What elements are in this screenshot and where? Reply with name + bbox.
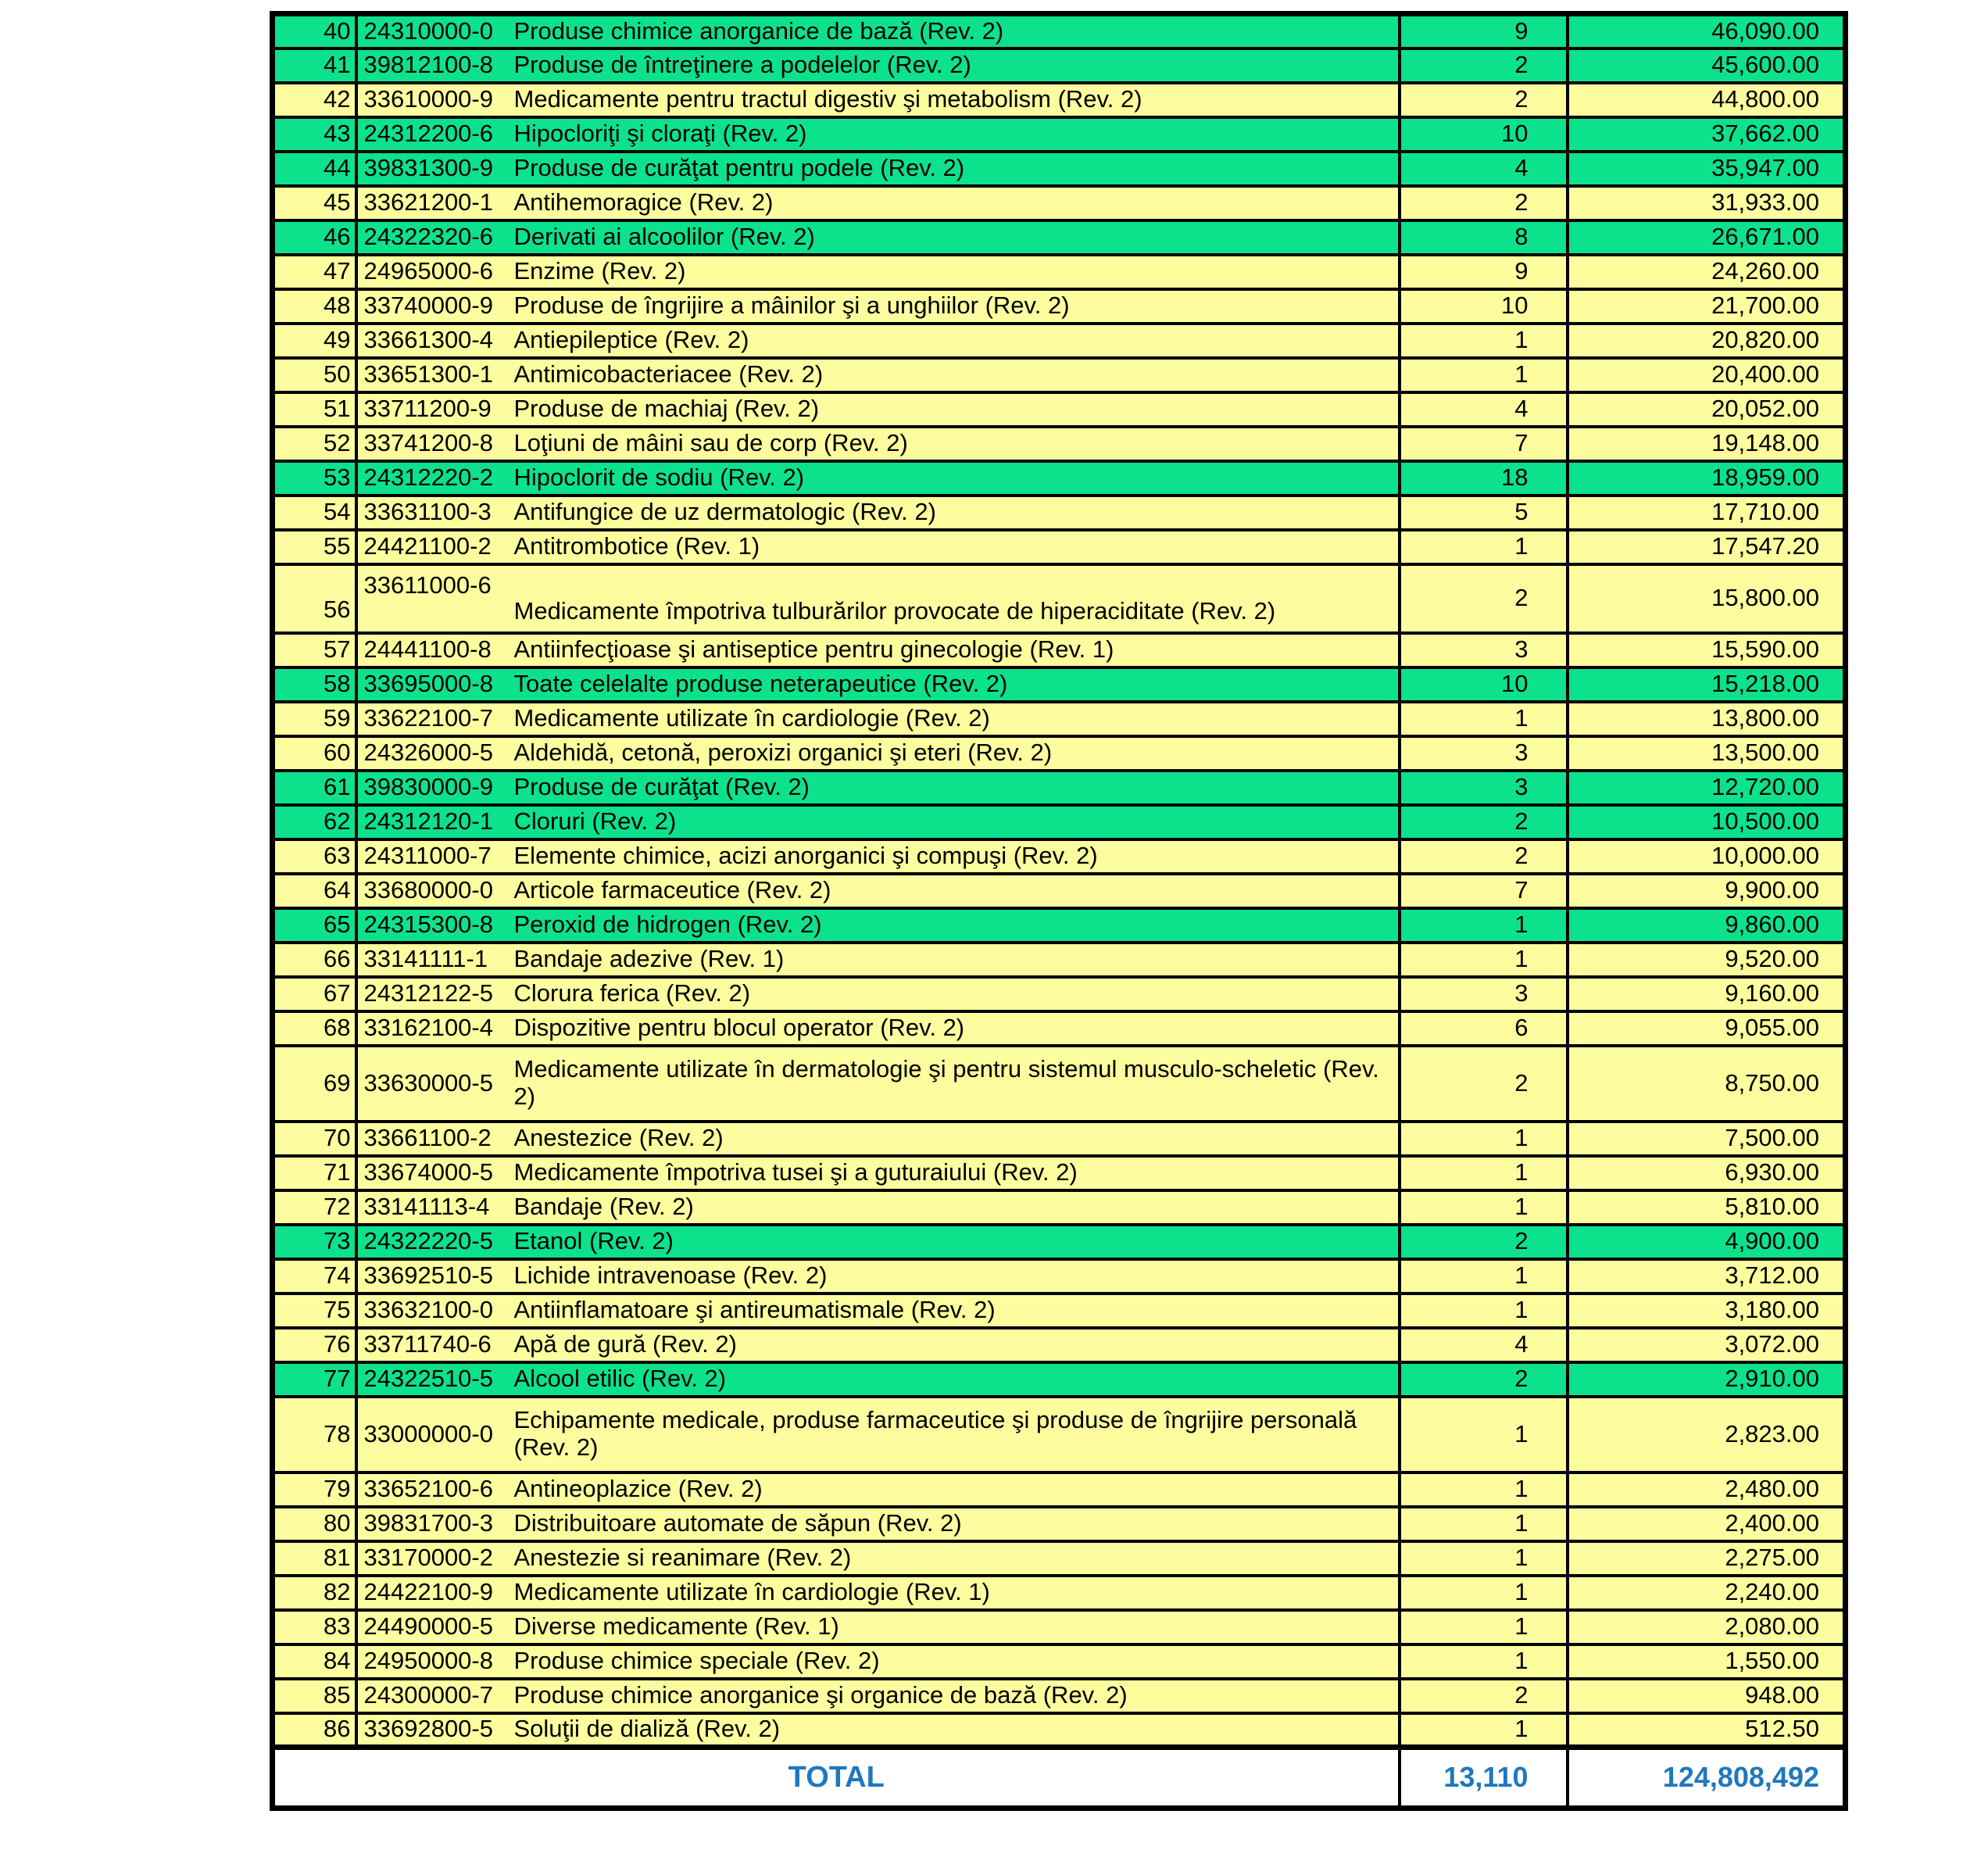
count-cell: 2 <box>1400 1362 1568 1397</box>
cpv-code-cell: 24422100-9 <box>356 1576 513 1610</box>
count-cell: 2 <box>1400 564 1568 633</box>
row-number-cell: 53 <box>273 461 356 496</box>
description-cell: Toate celelalte produse neterapeutice (Rev. 2) <box>513 667 1400 702</box>
cpv-code-cell: 24310000-0 <box>356 14 513 48</box>
count-cell: 9 <box>1400 14 1568 48</box>
row-number-cell: 61 <box>273 771 356 805</box>
count-cell: 1 <box>1400 908 1568 943</box>
table-row <box>273 1610 1846 1644</box>
cpv-code-cell: 33711200-9 <box>356 392 513 427</box>
row-number-cell: 74 <box>273 1259 356 1294</box>
cpv-code-cell: 24421100-2 <box>356 530 513 564</box>
value-cell: 6,930.00 <box>1568 1156 1846 1190</box>
row-number-cell: 85 <box>273 1679 356 1713</box>
value-cell: 12,720.00 <box>1568 771 1846 805</box>
description-cell: Apă de gură (Rev. 2) <box>513 1328 1400 1362</box>
row-number-cell: 84 <box>273 1644 356 1679</box>
count-cell: 10 <box>1400 117 1568 152</box>
row-number-cell: 69 <box>273 1046 356 1122</box>
table-row <box>273 564 1846 633</box>
table-row <box>273 667 1846 702</box>
description-cell: Produse de machiaj (Rev. 2) <box>513 392 1400 427</box>
row-number-cell: 70 <box>273 1122 356 1156</box>
count-cell: 1 <box>1400 1610 1568 1644</box>
table-row <box>273 152 1846 186</box>
table-row <box>273 633 1846 667</box>
value-cell: 2,275.00 <box>1568 1541 1846 1576</box>
value-cell: 17,710.00 <box>1568 496 1846 530</box>
count-cell: 9 <box>1400 255 1568 289</box>
value-cell: 17,547.20 <box>1568 530 1846 564</box>
count-cell: 3 <box>1400 736 1568 771</box>
table-row <box>273 83 1846 117</box>
table-row <box>273 220 1846 255</box>
count-cell: 1 <box>1400 1190 1568 1225</box>
count-cell: 1 <box>1400 358 1568 392</box>
cpv-code-cell: 33661100-2 <box>356 1122 513 1156</box>
cpv-code-cell: 33141113-4 <box>356 1190 513 1225</box>
value-cell: 26,671.00 <box>1568 220 1846 255</box>
description-cell: Soluţii de dializă (Rev. 2) <box>513 1713 1400 1748</box>
row-number-cell: 80 <box>273 1507 356 1541</box>
description-cell: Enzime (Rev. 2) <box>513 255 1400 289</box>
row-number-cell: 83 <box>273 1610 356 1644</box>
value-cell: 2,823.00 <box>1568 1397 1846 1472</box>
row-number-cell: 46 <box>273 220 356 255</box>
row-number-cell: 41 <box>273 48 356 83</box>
table-body <box>273 14 1846 1809</box>
table-row <box>273 1472 1846 1507</box>
value-cell: 9,900.00 <box>1568 874 1846 908</box>
cpv-code-cell: 33630000-5 <box>356 1046 513 1122</box>
description-cell: Produse chimice speciale (Rev. 2) <box>513 1644 1400 1679</box>
cpv-code-cell: 33651300-1 <box>356 358 513 392</box>
value-cell: 4,900.00 <box>1568 1225 1846 1259</box>
cpv-code-cell: 39831700-3 <box>356 1507 513 1541</box>
cpv-code-cell: 24315300-8 <box>356 908 513 943</box>
count-cell: 1 <box>1400 1397 1568 1472</box>
table-row <box>273 461 1846 496</box>
value-cell: 2,910.00 <box>1568 1362 1846 1397</box>
row-number-cell: 54 <box>273 496 356 530</box>
cpv-code-cell: 33162100-4 <box>356 1011 513 1046</box>
count-cell: 1 <box>1400 530 1568 564</box>
cpv-code-cell: 24322320-6 <box>356 220 513 255</box>
row-number-cell: 45 <box>273 186 356 220</box>
value-cell: 2,080.00 <box>1568 1610 1846 1644</box>
cpv-code-cell: 24312120-1 <box>356 805 513 839</box>
table-row <box>273 1190 1846 1225</box>
description-cell: Anestezie si reanimare (Rev. 2) <box>513 1541 1400 1576</box>
description-cell: Medicamente împotriva tusei şi a guturaiului (Rev. 2) <box>513 1156 1400 1190</box>
table-row <box>273 874 1846 908</box>
value-cell: 9,520.00 <box>1568 943 1846 977</box>
count-cell: 10 <box>1400 667 1568 702</box>
value-cell: 13,800.00 <box>1568 702 1846 736</box>
count-cell: 1 <box>1400 324 1568 358</box>
cpv-code-cell: 33692510-5 <box>356 1259 513 1294</box>
cpv-code-cell: 33741200-8 <box>356 427 513 461</box>
description-cell: Distribuitoare automate de săpun (Rev. 2) <box>513 1507 1400 1541</box>
cpv-code-cell: 33695000-8 <box>356 667 513 702</box>
row-number-cell: 62 <box>273 805 356 839</box>
description-cell: Dispozitive pentru blocul operator (Rev. 2) <box>513 1011 1400 1046</box>
value-cell: 10,500.00 <box>1568 805 1846 839</box>
cpv-code-cell: 24311000-7 <box>356 839 513 874</box>
value-cell: 31,933.00 <box>1568 186 1846 220</box>
count-cell: 1 <box>1400 1644 1568 1679</box>
value-cell: 44,800.00 <box>1568 83 1846 117</box>
count-cell: 1 <box>1400 1713 1568 1748</box>
row-number-cell: 73 <box>273 1225 356 1259</box>
value-cell: 512.50 <box>1568 1713 1846 1748</box>
description-cell: Antimicobacteriacee (Rev. 2) <box>513 358 1400 392</box>
row-number-cell: 66 <box>273 943 356 977</box>
value-cell: 3,180.00 <box>1568 1294 1846 1328</box>
cpv-code-cell: 33610000-9 <box>356 83 513 117</box>
count-cell: 6 <box>1400 1011 1568 1046</box>
count-cell: 1 <box>1400 1541 1568 1576</box>
value-cell: 13,500.00 <box>1568 736 1846 771</box>
description-cell: Medicamente utilizate în dermatologie şi pentru sistemul musculo-scheletic (Rev. 2) <box>513 1046 1400 1122</box>
description-cell: Articole farmaceutice (Rev. 2) <box>513 874 1400 908</box>
description-cell: Peroxid de hidrogen (Rev. 2) <box>513 908 1400 943</box>
table-row <box>273 702 1846 736</box>
value-cell: 15,218.00 <box>1568 667 1846 702</box>
description-cell: Produse de îngrijire a mâinilor şi a unghiilor (Rev. 2) <box>513 289 1400 324</box>
row-number-cell: 52 <box>273 427 356 461</box>
cpv-code-cell: 33661300-4 <box>356 324 513 358</box>
table-row <box>273 1576 1846 1610</box>
value-cell: 5,810.00 <box>1568 1190 1846 1225</box>
cpv-code-cell: 24322220-5 <box>356 1225 513 1259</box>
description-cell: Hipocloriţi şi cloraţi (Rev. 2) <box>513 117 1400 152</box>
description-cell: Lichide intravenoase (Rev. 2) <box>513 1259 1400 1294</box>
description-cell: Loţiuni de mâini sau de corp (Rev. 2) <box>513 427 1400 461</box>
value-cell: 2,400.00 <box>1568 1507 1846 1541</box>
description-cell: Elemente chimice, acizi anorganici şi compuşi (Rev. 2) <box>513 839 1400 874</box>
cpv-code-cell: 24441100-8 <box>356 633 513 667</box>
value-cell: 10,000.00 <box>1568 839 1846 874</box>
table-row <box>273 530 1846 564</box>
cpv-code-cell: 39831300-9 <box>356 152 513 186</box>
count-cell: 4 <box>1400 152 1568 186</box>
table-row <box>273 771 1846 805</box>
row-number-cell: 50 <box>273 358 356 392</box>
count-cell: 2 <box>1400 186 1568 220</box>
value-cell: 1,550.00 <box>1568 1644 1846 1679</box>
description-cell: Antifungice de uz dermatologic (Rev. 2) <box>513 496 1400 530</box>
row-number-cell: 75 <box>273 1294 356 1328</box>
value-cell: 15,800.00 <box>1568 564 1846 633</box>
cpv-code-cell: 33621200-1 <box>356 186 513 220</box>
description-cell: Antiinflamatoare şi antireumatismale (Rev. 2) <box>513 1294 1400 1328</box>
table-row <box>273 1362 1846 1397</box>
description-cell: Produse de curăţat (Rev. 2) <box>513 771 1400 805</box>
row-number-cell: 59 <box>273 702 356 736</box>
total-amount-value: 124,808,492 <box>1568 1748 1846 1809</box>
description-cell: Echipamente medicale, produse farmaceutice şi produse de îngrijire personală (Rev. 2) <box>513 1397 1400 1472</box>
count-cell: 7 <box>1400 874 1568 908</box>
table-row <box>273 1507 1846 1541</box>
cpv-code-cell: 33674000-5 <box>356 1156 513 1190</box>
description-cell: Bandaje (Rev. 2) <box>513 1190 1400 1225</box>
table-row <box>273 1541 1846 1576</box>
row-number-cell: 68 <box>273 1011 356 1046</box>
value-cell: 9,055.00 <box>1568 1011 1846 1046</box>
count-cell: 3 <box>1400 771 1568 805</box>
row-number-cell: 86 <box>273 1713 356 1748</box>
cpv-code-cell: 39812100-8 <box>356 48 513 83</box>
table-row <box>273 1713 1846 1748</box>
count-cell: 1 <box>1400 1294 1568 1328</box>
table-row <box>273 1679 1846 1713</box>
cpv-code-cell: 33680000-0 <box>356 874 513 908</box>
row-number-cell: 77 <box>273 1362 356 1397</box>
count-cell: 1 <box>1400 943 1568 977</box>
row-number-cell: 81 <box>273 1541 356 1576</box>
count-cell: 4 <box>1400 392 1568 427</box>
row-number-cell: 43 <box>273 117 356 152</box>
table-row <box>273 392 1846 427</box>
row-number-cell: 51 <box>273 392 356 427</box>
total-label: TOTAL <box>273 1748 1400 1809</box>
description-cell: Antitrombotice (Rev. 1) <box>513 530 1400 564</box>
cpv-code-cell: 39830000-9 <box>356 771 513 805</box>
table-row <box>273 736 1846 771</box>
value-cell: 8,750.00 <box>1568 1046 1846 1122</box>
table-row <box>273 324 1846 358</box>
row-number-cell: 67 <box>273 977 356 1011</box>
table-row <box>273 1328 1846 1362</box>
description-cell: Produse de întreţinere a podelelor (Rev. 2) <box>513 48 1400 83</box>
cpv-code-cell: 24950000-8 <box>356 1644 513 1679</box>
count-cell: 5 <box>1400 496 1568 530</box>
count-cell: 1 <box>1400 1507 1568 1541</box>
table-row <box>273 358 1846 392</box>
value-cell: 9,860.00 <box>1568 908 1846 943</box>
count-cell: 2 <box>1400 805 1568 839</box>
count-cell: 2 <box>1400 1225 1568 1259</box>
table-row <box>273 1225 1846 1259</box>
row-number-cell: 47 <box>273 255 356 289</box>
count-cell: 2 <box>1400 839 1568 874</box>
row-number-cell: 64 <box>273 874 356 908</box>
count-cell: 2 <box>1400 83 1568 117</box>
count-cell: 1 <box>1400 1576 1568 1610</box>
row-number-cell: 63 <box>273 839 356 874</box>
value-cell: 3,072.00 <box>1568 1328 1846 1362</box>
value-cell: 21,700.00 <box>1568 289 1846 324</box>
cpv-code-cell: 24326000-5 <box>356 736 513 771</box>
description-cell: Produse chimice anorganice şi organice de bază (Rev. 2) <box>513 1679 1400 1713</box>
cpv-code-cell: 24312220-2 <box>356 461 513 496</box>
table-row <box>273 1294 1846 1328</box>
table-row <box>273 255 1846 289</box>
value-cell: 37,662.00 <box>1568 117 1846 152</box>
row-number-cell: 79 <box>273 1472 356 1507</box>
count-cell: 2 <box>1400 1679 1568 1713</box>
row-number-cell: 71 <box>273 1156 356 1190</box>
table-row <box>273 289 1846 324</box>
cpv-code-cell: 33631100-3 <box>356 496 513 530</box>
description-cell: Medicamente utilizate în cardiologie (Rev. 2) <box>513 702 1400 736</box>
row-number-cell: 55 <box>273 530 356 564</box>
value-cell: 3,712.00 <box>1568 1259 1846 1294</box>
value-cell: 2,480.00 <box>1568 1472 1846 1507</box>
description-cell: Antiepileptice (Rev. 2) <box>513 324 1400 358</box>
cpv-code-cell: 24300000-7 <box>356 1679 513 1713</box>
count-cell: 3 <box>1400 977 1568 1011</box>
value-cell: 20,820.00 <box>1568 324 1846 358</box>
table-row <box>273 1397 1846 1472</box>
value-cell: 18,959.00 <box>1568 461 1846 496</box>
row-number-cell: 57 <box>273 633 356 667</box>
description-cell: Cloruri (Rev. 2) <box>513 805 1400 839</box>
description-cell: Hipoclorit de sodiu (Rev. 2) <box>513 461 1400 496</box>
cpv-code-cell: 33711740-6 <box>356 1328 513 1362</box>
row-number-cell: 76 <box>273 1328 356 1362</box>
cpv-code-cell: 33141111-1 <box>356 943 513 977</box>
count-cell: 10 <box>1400 289 1568 324</box>
value-cell: 948.00 <box>1568 1679 1846 1713</box>
value-cell: 9,160.00 <box>1568 977 1846 1011</box>
row-number-cell: 65 <box>273 908 356 943</box>
count-cell: 2 <box>1400 1046 1568 1122</box>
cpv-code-cell: 33652100-6 <box>356 1472 513 1507</box>
row-number-cell: 72 <box>273 1190 356 1225</box>
table-row <box>273 48 1846 83</box>
description-cell: Derivati ai alcoolilor (Rev. 2) <box>513 220 1400 255</box>
description-cell: Medicamente utilizate în cardiologie (Rev. 1) <box>513 1576 1400 1610</box>
table-row <box>273 1122 1846 1156</box>
description-cell: Antihemoragice (Rev. 2) <box>513 186 1400 220</box>
count-cell: 2 <box>1400 48 1568 83</box>
table-row <box>273 839 1846 874</box>
table-row <box>273 1046 1846 1122</box>
count-cell: 3 <box>1400 633 1568 667</box>
table-row <box>273 1011 1846 1046</box>
count-cell: 1 <box>1400 1156 1568 1190</box>
table-row <box>273 908 1846 943</box>
cpv-products-table <box>270 11 1848 1811</box>
description-cell: Alcool etilic (Rev. 2) <box>513 1362 1400 1397</box>
table-row <box>273 977 1846 1011</box>
description-cell: Aldehidă, cetonă, peroxizi organici şi eteri (Rev. 2) <box>513 736 1400 771</box>
description-cell: Antiinfecţioase şi antiseptice pentru ginecologie (Rev. 1) <box>513 633 1400 667</box>
cpv-code-cell: 33611000-6 <box>356 564 513 633</box>
table-row <box>273 1259 1846 1294</box>
row-number-cell: 44 <box>273 152 356 186</box>
cpv-code-cell: 24312200-6 <box>356 117 513 152</box>
count-cell: 4 <box>1400 1328 1568 1362</box>
table-row <box>273 943 1846 977</box>
count-cell: 8 <box>1400 220 1568 255</box>
cpv-code-cell: 33170000-2 <box>356 1541 513 1576</box>
row-number-cell: 42 <box>273 83 356 117</box>
description-cell: Medicamente pentru tractul digestiv şi metabolism (Rev. 2) <box>513 83 1400 117</box>
table-row <box>273 1644 1846 1679</box>
description-cell: Anestezice (Rev. 2) <box>513 1122 1400 1156</box>
cpv-code-cell: 33632100-0 <box>356 1294 513 1328</box>
row-number-cell: 40 <box>273 14 356 48</box>
count-cell: 7 <box>1400 427 1568 461</box>
row-number-cell: 60 <box>273 736 356 771</box>
cpv-code-cell: 33622100-7 <box>356 702 513 736</box>
value-cell: 35,947.00 <box>1568 152 1846 186</box>
row-number-cell: 78 <box>273 1397 356 1472</box>
count-cell: 1 <box>1400 1259 1568 1294</box>
description-cell: Etanol (Rev. 2) <box>513 1225 1400 1259</box>
cpv-code-cell: 33740000-9 <box>356 289 513 324</box>
cpv-code-cell: 33000000-0 <box>356 1397 513 1472</box>
total-count-value: 13,110 <box>1400 1748 1568 1809</box>
table-row <box>273 427 1846 461</box>
value-cell: 7,500.00 <box>1568 1122 1846 1156</box>
value-cell: 15,590.00 <box>1568 633 1846 667</box>
value-cell: 19,148.00 <box>1568 427 1846 461</box>
description-cell: Produse de curăţat pentru podele (Rev. 2) <box>513 152 1400 186</box>
table-row <box>273 805 1846 839</box>
count-cell: 1 <box>1400 1472 1568 1507</box>
description-cell: Medicamente împotriva tulburărilor provocate de hiperaciditate (Rev. 2) <box>513 564 1400 633</box>
description-cell: Antineoplazice (Rev. 2) <box>513 1472 1400 1507</box>
value-cell: 45,600.00 <box>1568 48 1846 83</box>
row-number-cell: 82 <box>273 1576 356 1610</box>
value-cell: 2,240.00 <box>1568 1576 1846 1610</box>
row-number-cell: 56 <box>273 564 356 633</box>
description-cell: Clorura ferica (Rev. 2) <box>513 977 1400 1011</box>
value-cell: 46,090.00 <box>1568 14 1846 48</box>
cpv-code-cell: 33692800-5 <box>356 1713 513 1748</box>
table-row <box>273 1156 1846 1190</box>
value-cell: 20,052.00 <box>1568 392 1846 427</box>
cpv-code-cell: 24965000-6 <box>356 255 513 289</box>
description-cell: Produse chimice anorganice de bază (Rev. 2) <box>513 14 1400 48</box>
value-cell: 24,260.00 <box>1568 255 1846 289</box>
table-row <box>273 14 1846 48</box>
row-number-cell: 48 <box>273 289 356 324</box>
total-row <box>273 1748 1846 1809</box>
row-number-cell: 49 <box>273 324 356 358</box>
count-cell: 1 <box>1400 702 1568 736</box>
description-cell: Bandaje adezive (Rev. 1) <box>513 943 1400 977</box>
table-row <box>273 186 1846 220</box>
cpv-code-cell: 24312122-5 <box>356 977 513 1011</box>
table-row <box>273 117 1846 152</box>
count-cell: 1 <box>1400 1122 1568 1156</box>
cpv-code-cell: 24322510-5 <box>356 1362 513 1397</box>
value-cell: 20,400.00 <box>1568 358 1846 392</box>
description-cell: Diverse medicamente (Rev. 1) <box>513 1610 1400 1644</box>
table-row <box>273 496 1846 530</box>
count-cell: 18 <box>1400 461 1568 496</box>
cpv-code-cell: 24490000-5 <box>356 1610 513 1644</box>
row-number-cell: 58 <box>273 667 356 702</box>
